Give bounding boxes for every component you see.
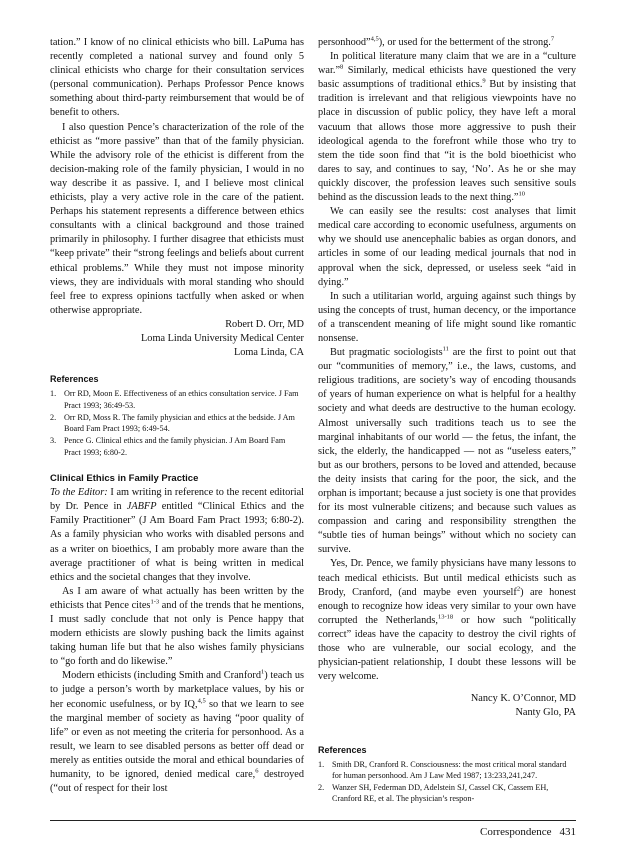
footer-rule <box>50 820 576 821</box>
page-footer <box>480 826 576 838</box>
citation: 13-18 <box>438 613 454 621</box>
letter-heading: Clinical Ethics in Family Practice <box>50 473 199 485</box>
author-name: Nancy K. O’Connor, MD <box>470 693 576 705</box>
references-heading: References <box>50 374 99 385</box>
citation: 7 <box>550 35 555 43</box>
body-paragraph: I also question Pence’s characterization of the role of the ethicist as “more passive” than that of the family physician. While the advisory role of the ethicist is different from the decision-making role of the family physician, I would in no way describe it as passive. I, and I believe most clinical ethicists, play a very active role in the care of the patient. Perhaps his statement represents a difference between ethics consultants with a clinical background and those trained primarily in philosophy. I further disagree that ethicists must “keep private” their “strong feelings and beliefs about current ethical problems.” While they must not impose minority views, they are individuals with moral standing who should feel free to express opinions tactfully when asked or when otherwise appropriate. <box>50 121 304 316</box>
reference-item: 2. Wanzer SH, Federman DD, Adelstein SJ, Cassel CK, Cassem EH, Cranford RE, et al. The physician’s respon- <box>318 783 549 804</box>
citation: 10 <box>518 190 525 198</box>
citation: 2 <box>516 585 521 593</box>
right-column <box>318 36 576 806</box>
body-paragraph: To the Editor: I am writing in reference to the recent editorial by Dr. Pence in JABFP entitled “Clinical Ethics and the Family Practitioner” (J Am Board Fam Pract 1993; 6:80-2). As a family physician who works with disabled persons and as a writer on bioethics, I am probably more aware than the average practitioner of what is being written in medical ethics and the societal changes that they involve. <box>50 487 305 583</box>
body-paragraph: In such a utilitarian world, arguing against such things by using the concepts of trust, human decency, or the importance of a transcendent meaning of life might sound like romantic nonsense. <box>318 290 576 344</box>
body-paragraph: tation.” I know of no clinical ethicists who bill. LaPuma has recently completed a national survey and found only 5 clinical ethicists who charge for their consultation services (personal communication). Perhaps Professor Pence knows something about third-party reimbursement that would be of benefit to others. <box>50 37 304 119</box>
author-affiliation: Loma Linda University Medical Center <box>141 332 304 344</box>
salutation: To the Editor: <box>50 487 108 499</box>
author-location: Nanty Glo, PA <box>515 707 576 719</box>
reference-item: 2. Orr RD, Moss R. The family physician and ethics at the bedside. J Am Board Fam Pract 1993; 6:49-54. <box>50 412 295 434</box>
references-heading: References <box>318 744 367 755</box>
citation: 4,5 <box>370 35 379 43</box>
footer-section: Correspondence <box>480 826 552 838</box>
left-column <box>50 36 304 796</box>
body-paragraph: personhood”$^{4,5}$), or used for the betterment of the strong.$^7$ <box>318 35 555 48</box>
citation: 9 <box>482 77 486 85</box>
reference-item: 1. Smith DR, Cranford R. Consciousness: the most critical moral standard for human personhood. Am J Law Med 1987; 13:233,241,247. <box>318 759 567 780</box>
reference-list <box>50 388 304 458</box>
citation: 4,5 <box>197 697 206 705</box>
citation: 11 <box>442 345 449 353</box>
body-paragraph: Modern ethicists (including Smith and Cranford$^1$) teach us to judge a person’s worth by marketplace values, by his or her economic usefulness, or by IQ,$^{4,5}$ so that we learn to see the marginal member of society as having “poor quality of life” or even as not meeting the criteria for personhood. As a result, we learn to see disabled persons as better off dead or merely as entities outside the moral and ethical boundaries of humanity, to be ignored, denied medical care,$^6$ destroyed (“out of respect for their lost <box>50 668 305 795</box>
body-paragraph: We can easily see the results: cost analyses that limit medical care according to economic usefulness, arguments on why we should use anencephalic babies as organ donors, and articles in some of our leading medical journals that nod in approval when the sick, depressed, or useless seek “aid in dying.” <box>318 206 576 288</box>
author-location: Loma Linda, CA <box>233 347 304 359</box>
body-paragraph: Yes, Dr. Pence, we family physicians have many lessons to teach medical ethicists. But until medical ethicists such as Brody, Cranford, (and maybe even yourself$^2$) are honest enough to recognize how ideas very similar to your own have corrupted the Netherlands,$^{13-18}$ or how such “politically correct” ideas have the capacity to destroy the civil rights of those who are vulnerable, our social ecology, and the physician-patient relationship, I doubt these lessons will be very welcome. <box>318 558 577 683</box>
reference-item: 1. Orr RD, Moon E. Effectiveness of an ethics consultation service. J Fam Pract 1993; 36:49-53. <box>50 389 299 410</box>
body-paragraph: As I am aware of what actually has been written by the ethicists that Pence cites$^{1-3}$ and of the trends that he mentions, I must sadly conclude that not only is Pence happy that modern ethicists are slowly pushing back the limits against taking human life but that he also wishes family physicians to “go forth and do likewise.” <box>50 585 304 668</box>
body-paragraph: But pragmatic sociologists$^{11}$ are the first to point out that our “communities of memory,” i.e., the laws, customs, and religious traditions, are society’s way of encoding thousands of years of human experience on what is helpful for a healthy society and what deeds are destructive to the human ecology. Almost universally such traditions teach us to see the marginal inhabitants of our world — the fetus, the infant, the sick, the elderly, the handicapped — not as “useless eaters,” but as our brothers, persons to be loved and attended, because the deity insists that caring for the poor, the sick, and the orphan is important; because a just society is one that provides for its most vulnerable citizens; and because such values as compassion and caring and responsibility strengthen the “subtle ties of human beings” without which no society can survive. <box>318 345 576 556</box>
reference-list <box>318 759 576 805</box>
citation: 6 <box>255 767 259 775</box>
reference-item: 3. Pence G. Clinical ethics and the family physician. J Am Board Fam Pract 1993; 6:80-2. <box>50 436 286 457</box>
body-paragraph: In political literature many claim that we are in a “culture war.”$^8$ Similarly, medical ethicists have questioned the very basic assumptions of traditional ethics.$^9$ But by insisting that tradition is irrelevant and that religious viewpoints have no place in discussion of public policy, they have left a moral vacuum that allows those more aggressive to push their ideological agenda to the forefront while those who try to stem the tide soon find that “it is the bold bioethicist who dares to say, and continues to say, ‘No’. As he or she may quickly discover, the profession leaves such sensitive souls behind as the discussion leads to the next thing.”$^{10}$ <box>318 51 576 204</box>
citation: 1-3 <box>150 598 160 606</box>
citation: 1 <box>260 668 265 676</box>
citation: 8 <box>340 63 344 71</box>
author-name: Robert D. Orr, MD <box>225 318 304 330</box>
page-number: 431 <box>559 826 576 838</box>
journal-name: JABFP <box>126 501 157 513</box>
